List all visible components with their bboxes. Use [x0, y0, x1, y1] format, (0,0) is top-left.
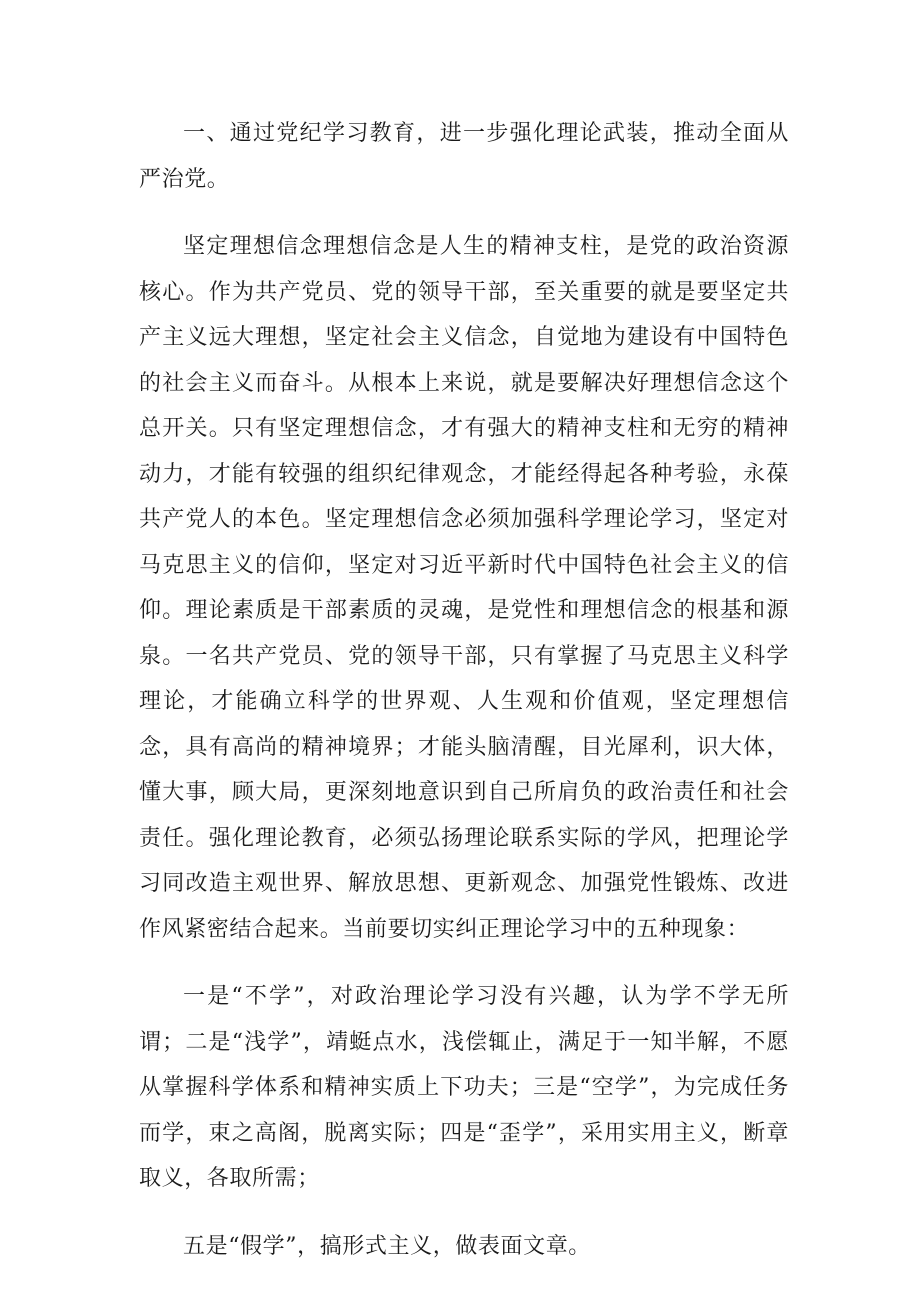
body-paragraph-phenomena: 一是“不学”，对政治理论学习没有兴趣，认为学不学无所谓；二是“浅学”，靖蜓点水，浅偿辄止，满足于一知半解，不愿从掌握科学体系和精神实质上下功夫；三是“空学”，为完成任务而学，束之高阁，脱离实际；四是“歪学”，采用实用主义，断章取义，各取所需；	[139, 984, 789, 1191]
section-heading-paragraph: 一、通过党纪学习教育，进一步强化理论武装，推动全面从严治党。	[139, 121, 789, 192]
body-paragraph-fifth: 五是“假学”，搞形式主义，做表面文章。	[183, 1233, 591, 1259]
paragraph-spacer	[139, 952, 789, 974]
document-page	[139, 111, 789, 1269]
paragraph-spacer	[139, 1202, 789, 1224]
body-paragraph-ideals: 坚定理想信念理想信念是人生的精神支柱，是党的政治资源核心。作为共产党员、党的领导干部，至关重要的就是要坚定共产主义远大理想，坚定社会主义信念，自觉地为建设有中国特色的社会主义而奋斗。从根本上来说，就是要解决好理想信念这个总开关。只有坚定理想信念，才有强大的精神支柱和无穷的精神动力，才能有较强的组织纪律观念，才能经得起各种考验，永葆共产党人的本色。坚定理想信念必须加强科学理论学习，坚定对马克思主义的信仰，坚定对习近平新时代中国特色社会主义的信仰。理论素质是干部素质的灵魂，是党性和理想信念的根基和源泉。一名共产党员、党的领导干部，只有掌握了马克思主义科学理论，才能确立科学的世界观、人生观和价值观，坚定理想信念，具有高尚的精神境界；才能头脑清醒，目光犀利，识大体，懂大事，顾大局，更深刻地意识到自己所肩负的政治责任和社会责任。强化理论教育，必须弘扬理论联系实际的学风，把理论学习同改造主观世界、解放思想、更新观念、加强党性锻炼、改进作风紧密结合起来。当前要切实纠正理论学习中的五种现象：	[139, 234, 789, 942]
paragraph-spacer	[139, 202, 789, 224]
